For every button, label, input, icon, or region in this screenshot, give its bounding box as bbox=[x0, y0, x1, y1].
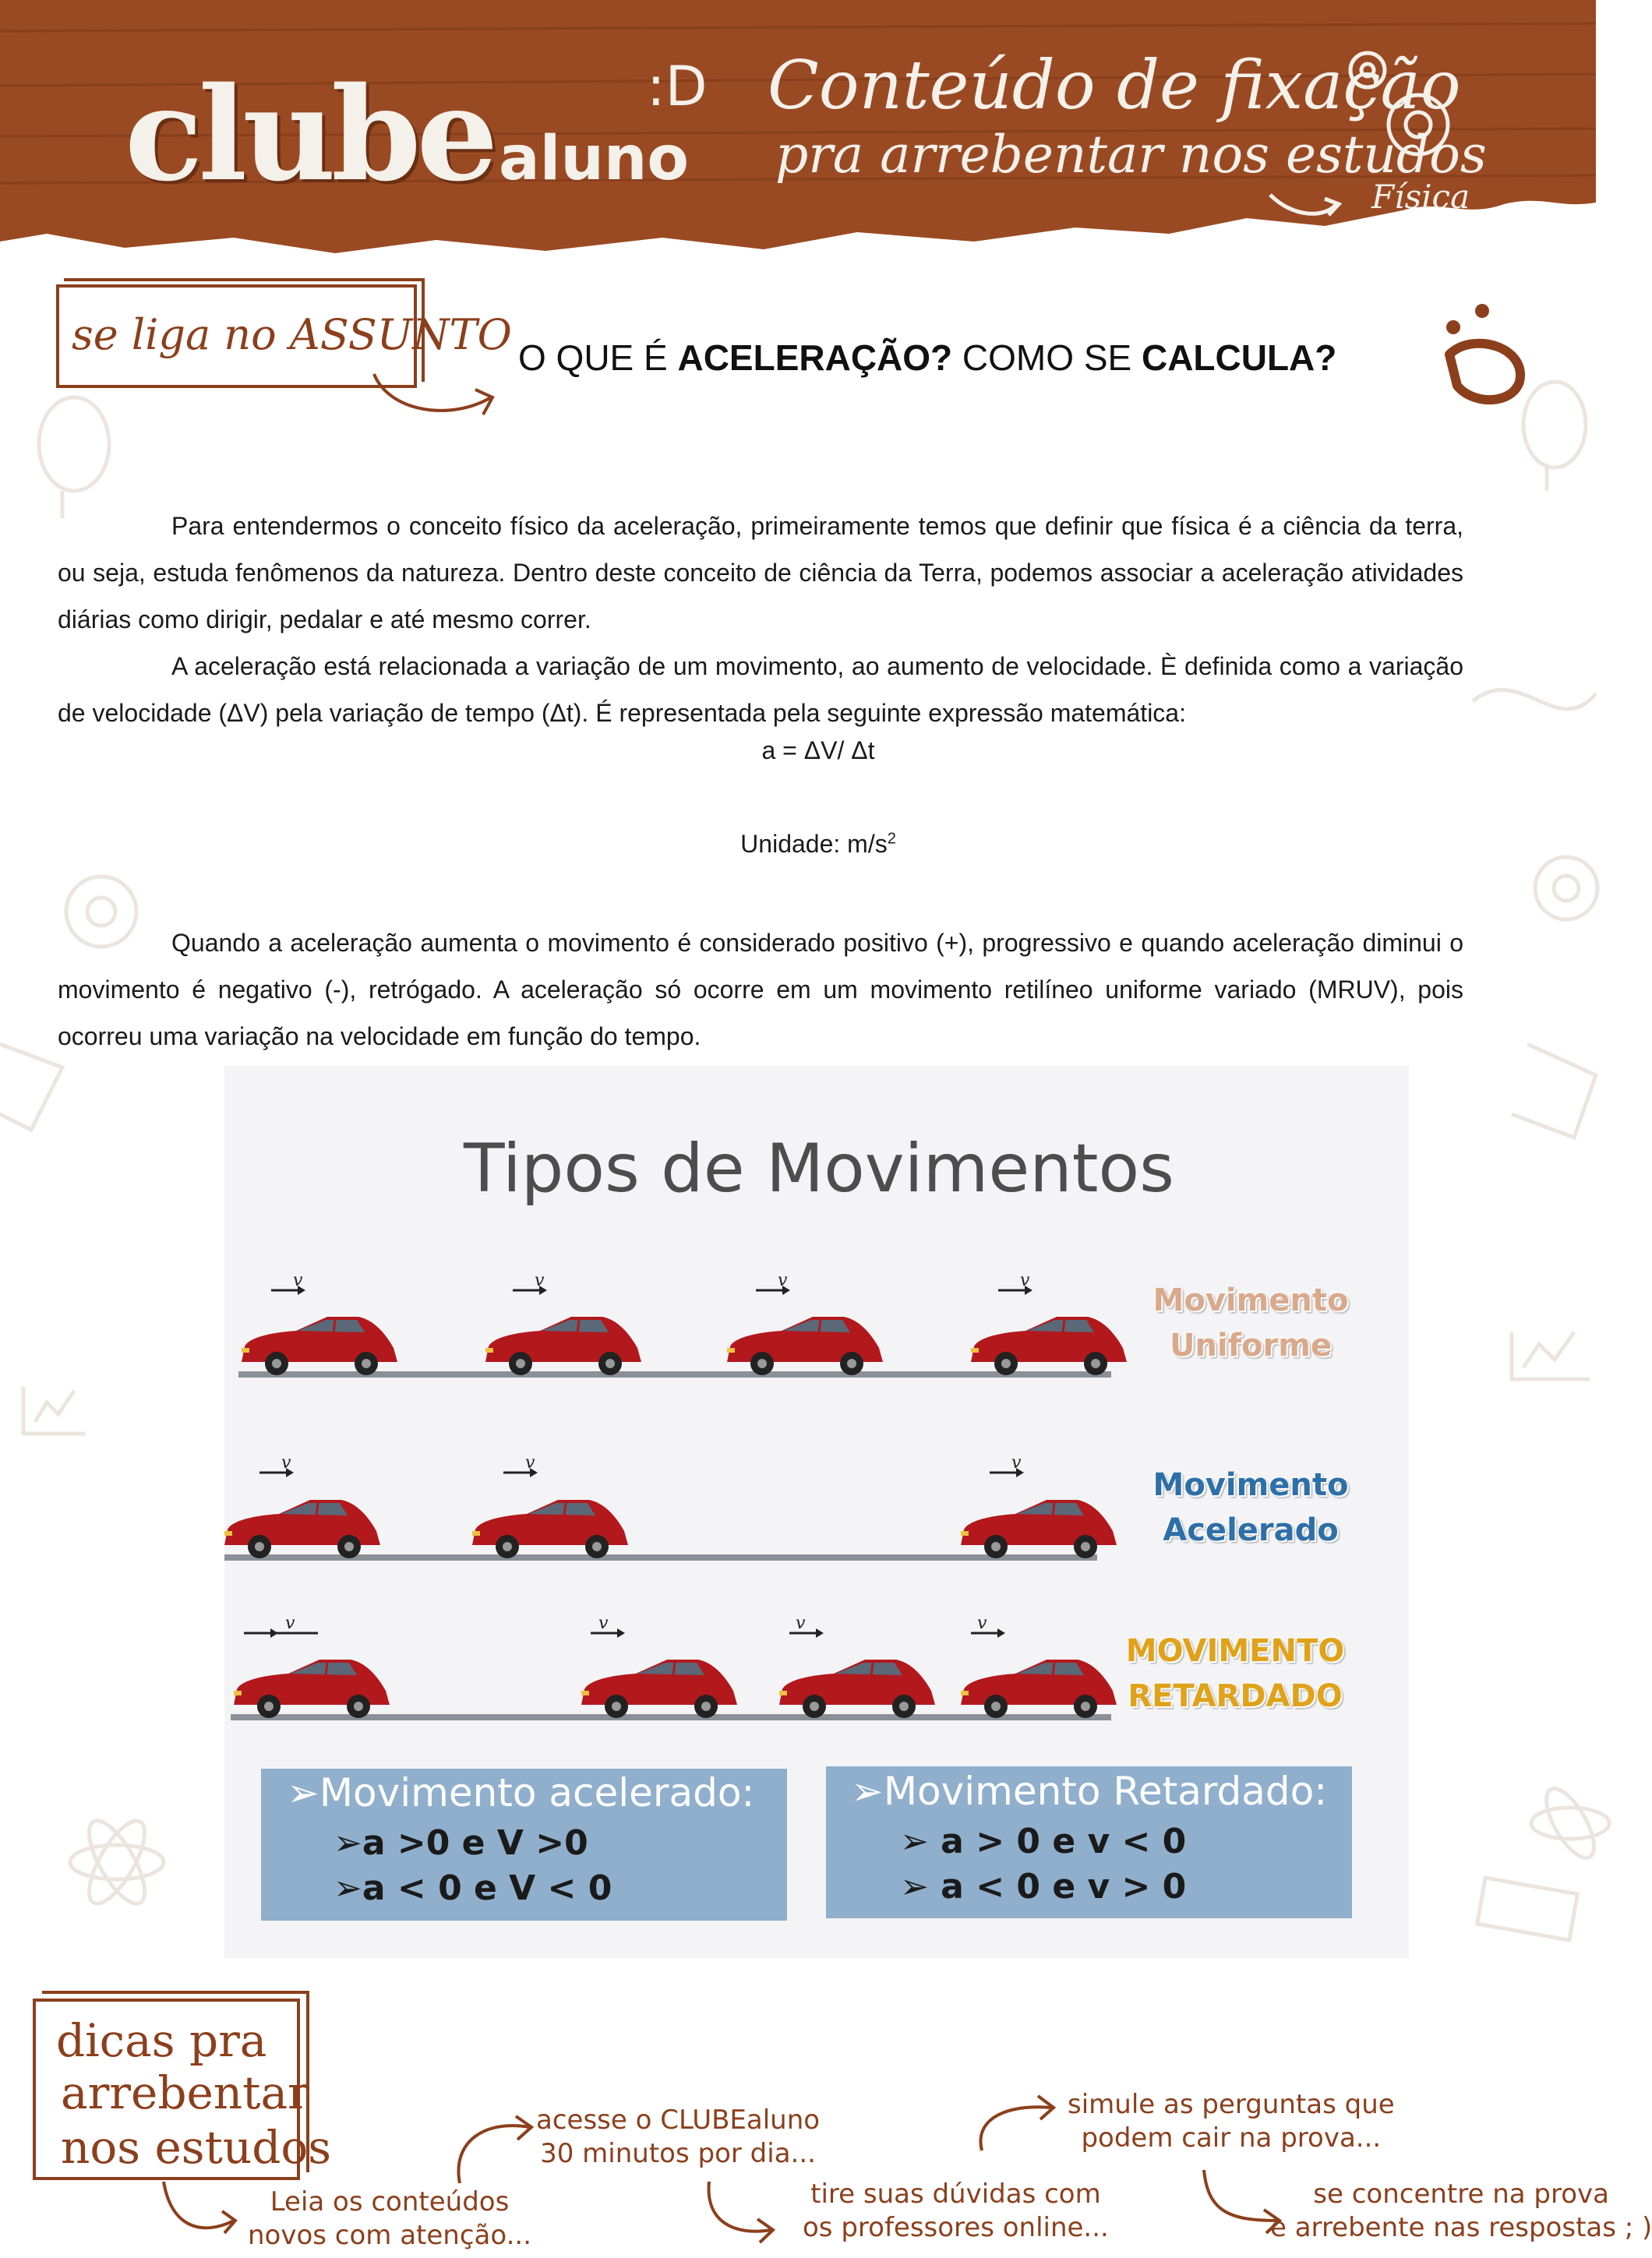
tip-4-line1: simule as perguntas que bbox=[1068, 2089, 1395, 2120]
tip-3-line1: tire suas dúvidas com bbox=[810, 2179, 1101, 2210]
svg-text:v: v bbox=[285, 1614, 295, 1633]
car-ret-3 bbox=[779, 1628, 935, 1718]
svg-text:v: v bbox=[535, 1271, 545, 1290]
curved-arrow-icon bbox=[366, 366, 507, 429]
svg-text:v: v bbox=[796, 1614, 806, 1633]
unit-line: Unidade: $m/s^2$ bbox=[740, 830, 896, 858]
car-ret-4 bbox=[961, 1628, 1117, 1718]
subject-label-text: se liga no ASSUNTO bbox=[72, 310, 512, 359]
formula: a = ΔV/ Δt bbox=[761, 736, 875, 764]
paragraph-2: A aceleração está relacionada a variação de um movimento, ao aumento de velocidade. È definida como a variação de velocidade (ΔV) pela variação de tempo (Δt). É representada pela seguinte expressão matemática: bbox=[58, 652, 1463, 727]
car-ret-2 bbox=[581, 1628, 737, 1718]
label-acelerado bbox=[1122, 1462, 1379, 1553]
car-accel-3 bbox=[961, 1468, 1117, 1558]
svg-text:v: v bbox=[1011, 1453, 1022, 1473]
svg-text:v: v bbox=[281, 1453, 291, 1473]
tip-2 bbox=[536, 2104, 820, 2171]
logo-clube: clube bbox=[125, 58, 494, 210]
svg-text:v: v bbox=[598, 1614, 609, 1633]
tip-2-line1: acesse o CLUBEaluno bbox=[536, 2105, 821, 2136]
tips-title-1: dicas pra bbox=[56, 2014, 267, 2067]
label-uniforme-2: Uniforme bbox=[1169, 1328, 1333, 1364]
figure-title: Tipos de Movimentos bbox=[464, 1130, 1174, 1208]
label-acelerado-1: Movimento bbox=[1153, 1467, 1349, 1503]
tips-title-3: nos estudos bbox=[61, 2121, 332, 2174]
label-uniforme-1: Movimento bbox=[1153, 1282, 1349, 1318]
box-retarded-heading: ➢Movimento Retardado: bbox=[851, 1769, 1328, 1814]
logo-aluno: aluno bbox=[499, 124, 690, 194]
svg-text:v: v bbox=[293, 1271, 303, 1290]
tip-5 bbox=[1270, 2178, 1652, 2245]
tip-1 bbox=[248, 2186, 531, 2253]
smiley-icon bbox=[1426, 300, 1543, 409]
label-retardado bbox=[1107, 1628, 1364, 1719]
tip-4 bbox=[1068, 2088, 1395, 2155]
header-subtitle: pra arrebentar nos estudos bbox=[775, 125, 1487, 185]
tips-title-2: arrebentar bbox=[61, 2066, 309, 2119]
cars-diagram bbox=[224, 1247, 1128, 1745]
car-accel-1 bbox=[224, 1468, 380, 1558]
box-accelerated-line1: ➢a >0 e V >0 bbox=[334, 1823, 588, 1863]
box-accelerated-line2: ➢a < 0 e V < 0 bbox=[334, 1868, 612, 1908]
svg-text:v: v bbox=[525, 1453, 535, 1473]
box-accelerated-heading: ➢Movimento acelerado: bbox=[287, 1770, 755, 1815]
car-uniform-4 bbox=[971, 1286, 1127, 1375]
tip-1-line1: Leia os conteúdos bbox=[270, 2186, 510, 2217]
tip-2-line2: 30 minutos por dia... bbox=[540, 2138, 816, 2169]
car-uniform-3 bbox=[727, 1286, 883, 1375]
paragraph-1: Para entendermos o conceito físico da aceleração, primeiramente temos que definir que física é a ciência da terra, ou seja, estuda fenômenos da natureza. Dentro deste conceito de ciência da Terra, podemos associar a aceleração atividades diárias como dirigir, pedalar e até mesmo correr. bbox=[58, 512, 1463, 633]
car-ret-1 bbox=[234, 1628, 390, 1718]
label-acelerado-2: Acelerado bbox=[1163, 1512, 1339, 1548]
tip-5-line2: e arrebente nas respostas ; ) bbox=[1270, 2212, 1652, 2243]
svg-text:v: v bbox=[1020, 1271, 1030, 1290]
page-title: O QUE É ACELERAÇÃO? COMO SE CALCULA? bbox=[518, 337, 1337, 378]
tip-3 bbox=[803, 2178, 1109, 2245]
box-retarded-line2: ➢ a < 0 e v > 0 bbox=[900, 1867, 1187, 1907]
label-uniforme bbox=[1122, 1278, 1379, 1368]
svg-text:v: v bbox=[778, 1271, 788, 1290]
paragraph-3: Quando a aceleração aumenta o movimento é considerado positivo (+), progressivo e quando aceleração diminui o movimento é negativo (-), retrógado. A aceleração só ocorre em um movimento retilíneo uniforme variado (MRUV), pois ocorreu uma variação na velocidade em função do tempo. bbox=[58, 929, 1463, 1050]
tip-4-line2: podem cair na prova... bbox=[1081, 2122, 1382, 2154]
subject-label: Física bbox=[1371, 178, 1470, 216]
header-smiley: :D bbox=[647, 55, 708, 118]
tip-1-line2: novos com atenção... bbox=[248, 2220, 532, 2251]
header-title: Conteúdo de fixação bbox=[768, 47, 1461, 125]
label-retardado-1: MOVIMENTO bbox=[1125, 1633, 1345, 1669]
car-accel-2 bbox=[472, 1468, 628, 1558]
car-uniform-1 bbox=[242, 1286, 397, 1375]
box-retarded-line1: ➢ a > 0 e v < 0 bbox=[900, 1822, 1187, 1861]
car-uniform-2 bbox=[485, 1286, 641, 1375]
svg-text:v: v bbox=[977, 1614, 987, 1633]
tip-3-line2: os professores online... bbox=[803, 2212, 1109, 2243]
label-retardado-2: RETARDADO bbox=[1128, 1678, 1343, 1714]
tip-5-line1: se concentre na prova bbox=[1313, 2179, 1609, 2210]
